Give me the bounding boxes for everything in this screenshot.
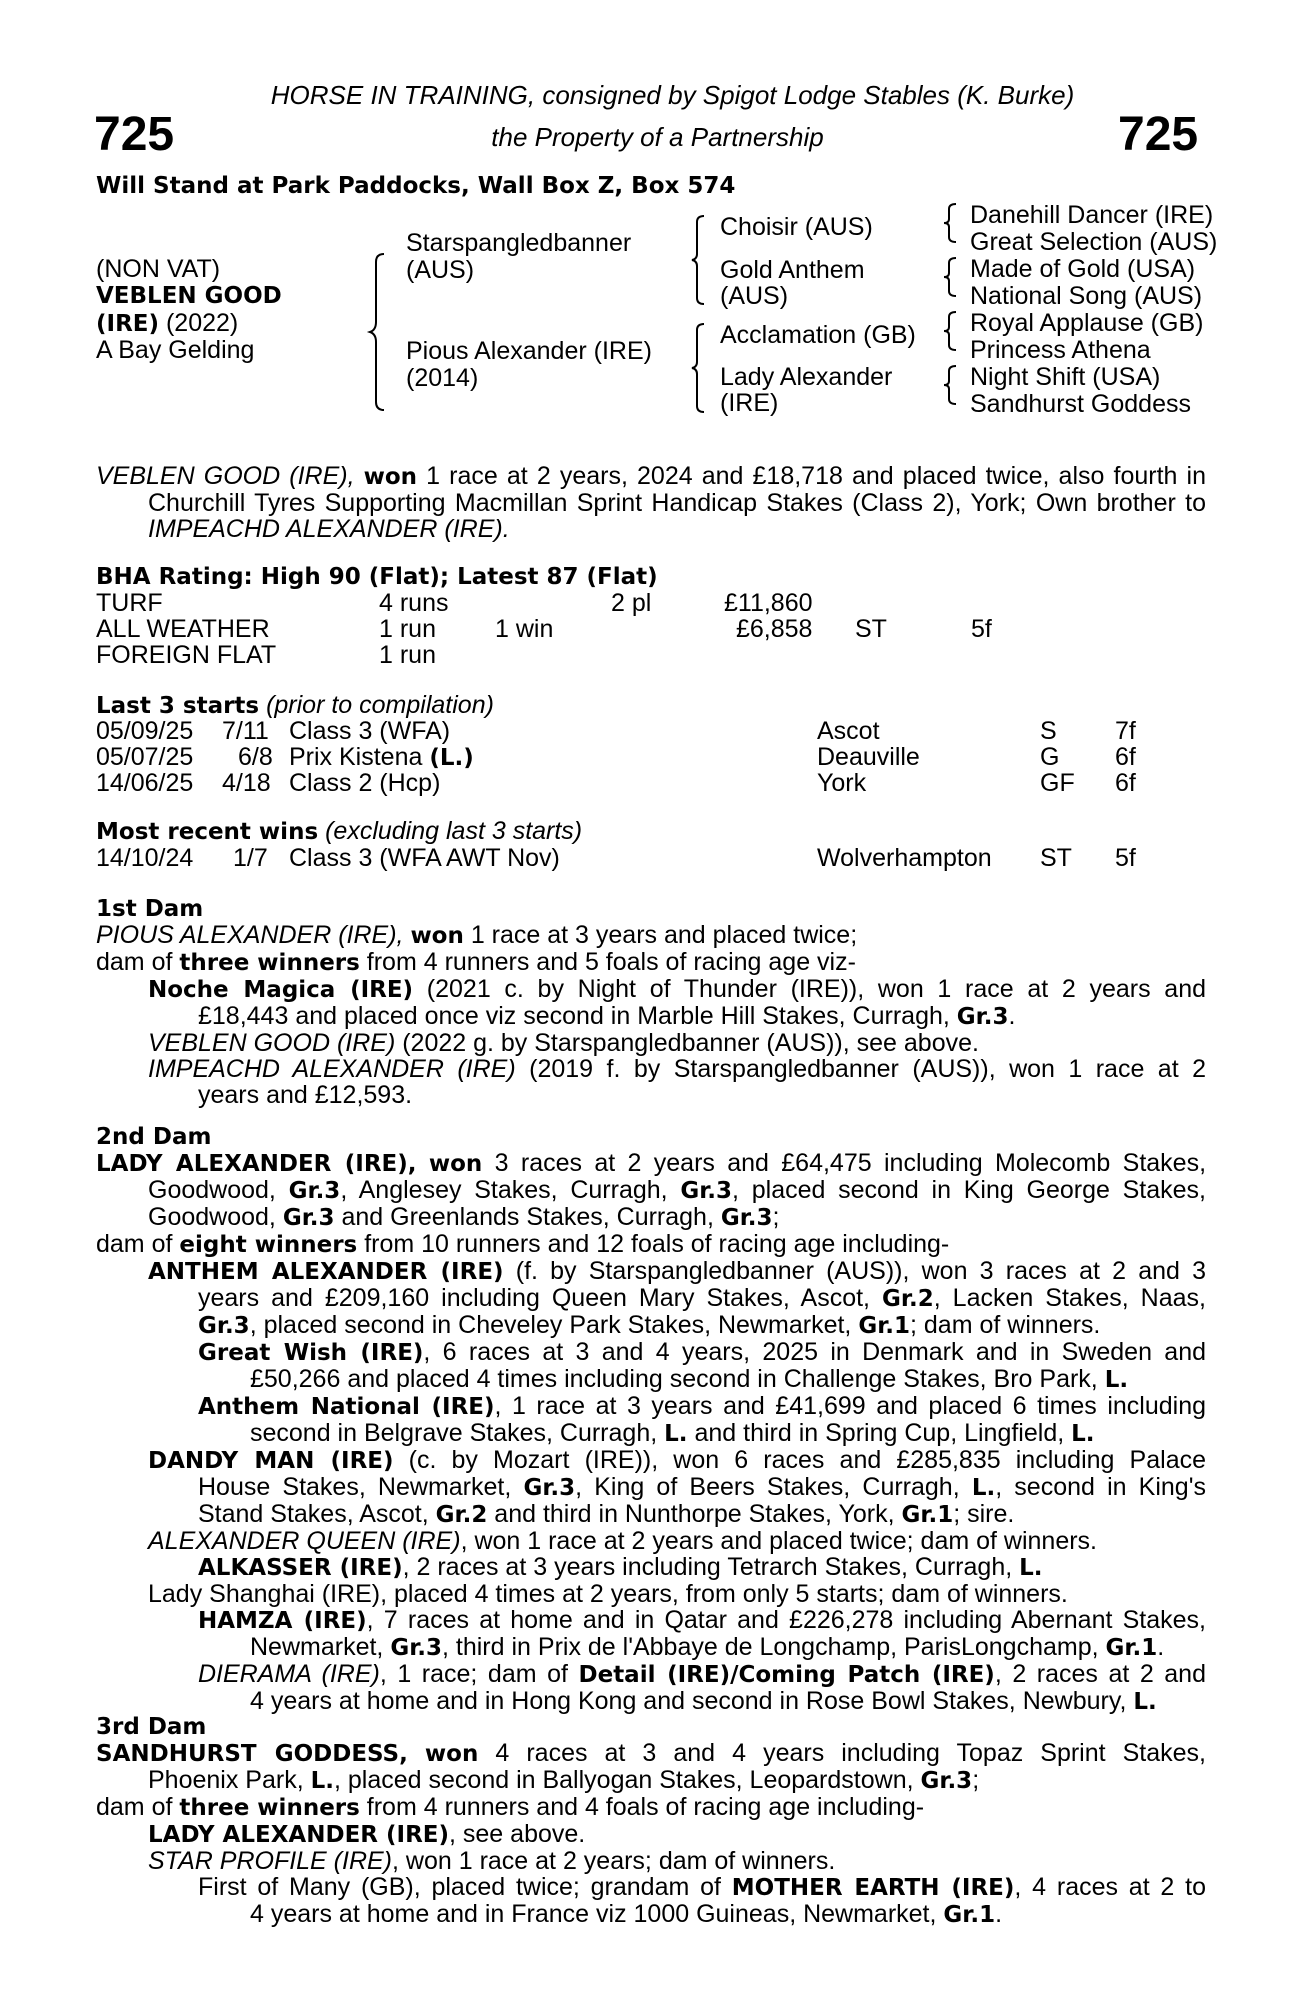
text-dam2-l2e: , placed second in King George Stakes, [732, 1176, 1206, 1204]
text-dam3-l3a: dam of [96, 1793, 173, 1821]
text-dam2-l20c: Detail (IRE)/Coming Patch (IRE) [578, 1662, 995, 1688]
text-dam2-l4c: from 10 runners and 12 foals of racing age including- [364, 1230, 950, 1258]
text-line [96, 1634, 1206, 1661]
text-summary-l1c: 1 race at 2 years, 2024 and £18,718 and placed twice, also fourth in [426, 462, 1206, 490]
text-dam3-l5b: , won 1 race at 2 years; dam of winners. [392, 1847, 836, 1875]
text-dam2-l7a: Gr.3 [198, 1313, 250, 1339]
text-line [96, 976, 1206, 1003]
text-dam2-l14d: Gr.1 [901, 1502, 954, 1528]
dam-sire: Acclamation (GB) [720, 321, 916, 349]
text-dam2-l3d: Gr.3 [720, 1205, 773, 1231]
text-line [96, 1767, 1206, 1794]
text-rating-rows-1-dist: 5f [971, 615, 992, 643]
text-line [96, 463, 1206, 490]
last-starts-title [96, 692, 494, 719]
text-dam2-l2c: , Anglesey Stakes, Curragh, [340, 1176, 668, 1204]
text-dam2-l16a: ALKASSER (IRE) [198, 1555, 403, 1581]
dam-dam-name: Lady Alexander [720, 363, 893, 391]
text-dam1-l2c: from 4 runners and 5 foals of racing age viz- [366, 948, 856, 976]
sire-country: (AUS) [406, 256, 475, 284]
ggs-4: National Song (AUS) [970, 282, 1203, 310]
ggs-7: Night Shift (USA) [970, 363, 1161, 391]
text-dam2-l3b: Gr.3 [282, 1205, 335, 1231]
text-dam3-l1a: SANDHURST GODDESS, [96, 1741, 408, 1767]
text-line [96, 1339, 1206, 1366]
ggs-5: Royal Applause (GB) [970, 309, 1204, 337]
text-line [96, 1393, 1206, 1420]
text-line [96, 1003, 1206, 1030]
sire-dam-country: (AUS) [720, 282, 789, 310]
text-rating-rows-1-money: £6,858 [736, 615, 813, 643]
text-dam3-l7b: Gr.1 [943, 1902, 996, 1928]
stand-location: Will Stand at Park Paddocks, Wall Box Z, Box 574 [96, 173, 736, 199]
text-recent_wins-rows-0-dist: 5f [1115, 844, 1136, 872]
text-line [96, 1285, 1206, 1312]
text-dam1-l7: years and £12,593. [198, 1081, 413, 1109]
text-dam2-l20b: , 1 race; dam of [379, 1660, 568, 1688]
text-dam1-l4c: . [1008, 1002, 1016, 1030]
text-dam2-l13a: House Stakes, Newmarket, [198, 1473, 512, 1501]
text-dam2-l6c: , Lacken Stakes, Naas, [933, 1284, 1206, 1312]
text-dam1-l1c: 1 race at 3 years and placed twice; [470, 921, 858, 949]
text-dam3-l7c: . [995, 1900, 1003, 1928]
text-dam1-l4a: £18,443 and placed once viz second in Marble Hill Stakes, Curragh, [198, 1002, 950, 1030]
text-dam2-l7d: ; dam of winners. [910, 1311, 1101, 1339]
lot-number-left: 725 [94, 108, 175, 161]
text-dam2-l13e: , second in King's [995, 1473, 1206, 1501]
text-dam3-l7a: 4 years at home and in France viz 1000 Guineas, Newmarket, [250, 1900, 937, 1928]
text-rating-rows-1-wins: 1 win [495, 615, 554, 643]
text-dam2-l11c: and third in Spring Cup, Lingfield, [694, 1419, 1065, 1447]
text-dam1-l3b: (2021 c. by Night of Thunder (IRE)), won 1 race at 2 years and [426, 975, 1206, 1003]
text-dam2-l6b: Gr.2 [882, 1286, 934, 1312]
text-dam2-l2b: Gr.3 [288, 1178, 341, 1204]
text-dam2-l8b: , 6 races at 3 and 4 years, 2025 in Denmark and in Sweden and [423, 1338, 1207, 1366]
text-last_starts-rows-0-date: 05/09/25 [96, 717, 194, 745]
text-dam3-l3c: from 4 runners and 4 foals of racing age including- [366, 1793, 925, 1821]
text-line [96, 1177, 1206, 1204]
pedigree-brace-g1 [944, 202, 958, 244]
text-recent_wins-rows-0-course: Wolverhampton [817, 844, 992, 872]
text-dam2-l2a: Goodwood, [148, 1176, 276, 1204]
text-last_starts-title: Last 3 starts [96, 693, 260, 719]
text-rating-rows-1-going: ST [855, 615, 887, 643]
pedigree-brace-g2 [944, 256, 958, 298]
horse-country: (IRE) [96, 311, 160, 337]
text-rating-rows-1-surface: ALL WEATHER [96, 615, 270, 643]
text-last_starts-rows-1-race: Prix Kistena [289, 743, 430, 771]
text-line [96, 1688, 1206, 1715]
ggs-2: Great Selection (AUS) [970, 228, 1218, 256]
text-line [96, 922, 1206, 949]
text-dam2-l5b: (f. by Starspangledbanner (AUS)), won 3 races at 2 and 3 [515, 1257, 1206, 1285]
text-dam1-l2a: dam of [96, 948, 173, 976]
text-dam2-l13b: Gr.3 [523, 1475, 576, 1501]
text-rating-rows-0-runs: 4 runs [379, 589, 449, 617]
ggs-3: Made of Gold (USA) [970, 255, 1196, 283]
sire-sire: Choisir (AUS) [720, 213, 873, 241]
text-dam2-l13d: L. [971, 1475, 996, 1501]
text-dam1-l5a: VEBLEN GOOD (IRE) [148, 1029, 396, 1057]
text-recent_wins-rows-0-pos: 1/7 [233, 844, 268, 872]
text-last_starts-rows-0-course: Ascot [817, 717, 880, 745]
text-last_starts-rows-2-dist: 6f [1115, 769, 1136, 797]
text-dam2-l14a: Stand Stakes, Ascot, [198, 1500, 429, 1528]
text-dam2-l21b: L. [1133, 1689, 1157, 1715]
text-dam2-l16c: L. [1019, 1555, 1043, 1581]
text-dam2-l15b: , won 1 race at 2 years and placed twice; dam of winners. [460, 1527, 1098, 1555]
text-dam2-l20a: DIERAMA (IRE) [198, 1660, 380, 1688]
text-recent_wins-note: (excluding last 3 starts) [325, 817, 583, 845]
text-dam2-l1c: 3 races at 2 years and £64,475 including Molecomb Stakes, [494, 1149, 1207, 1177]
second-dam [96, 1124, 1206, 1715]
third-dam-heading: 3rd Dam [96, 1714, 207, 1740]
text-line [96, 1874, 1206, 1901]
text-dam2-l18b: , 7 races at home and in Qatar and £226,278 including Abernant Stakes, [366, 1606, 1206, 1634]
text-dam2-l11b: L. [664, 1421, 688, 1447]
text-recent_wins-title: Most recent wins [96, 819, 319, 845]
text-dam2-l6a: years and £209,160 including Queen Mary Stakes, Ascot, [198, 1284, 870, 1312]
text-dam3-l3b: three winners [179, 1795, 360, 1821]
text-line [96, 1554, 1206, 1581]
text-line [96, 1848, 1206, 1874]
text-dam1-l1a: PIOUS ALEXANDER (IRE), [96, 921, 404, 949]
consignor-line: HORSE IN TRAINING, consigned by Spigot Lodge Stables (K. Burke) [270, 80, 1075, 110]
race-summary [96, 463, 1206, 542]
text-line [96, 1056, 1206, 1082]
text-dam2-l7c: Gr.1 [858, 1313, 911, 1339]
text-last_starts-rows-0-race: Class 3 (WFA) [289, 717, 451, 745]
pedigree-brace-dam [692, 322, 708, 414]
text-line [96, 1447, 1206, 1474]
pedigree-brace-g4 [944, 364, 958, 406]
text-last_starts-rows-1-race_bold: (L.) [429, 745, 474, 771]
text-summary-l3: IMPEACHD ALEXANDER (IRE). [148, 515, 510, 543]
text-last_starts-rows-0-dist: 7f [1115, 717, 1136, 745]
first-dam [96, 896, 1206, 1108]
text-dam2-l11d: L. [1071, 1421, 1095, 1447]
vat-status: (NON VAT) [96, 255, 221, 283]
text-last_starts-rows-2-race: Class 2 (Hcp) [289, 769, 441, 797]
text-dam2-l19c: , third in Prix de l'Abbaye de Longchamp, ParisLongchamp, [442, 1633, 1099, 1661]
text-line [96, 1528, 1206, 1554]
text-dam2-l4a: dam of [96, 1230, 173, 1258]
text-dam1-l1b: won [410, 923, 464, 949]
text-dam1-l6a: IMPEACHD ALEXANDER (IRE) [148, 1055, 516, 1083]
text-last_starts-rows-1-going: G [1040, 743, 1060, 771]
text-summary-l1a: VEBLEN GOOD (IRE), [96, 462, 355, 490]
text-line [96, 1150, 1206, 1177]
text-recent_wins-rows-0-date: 14/10/24 [96, 844, 194, 872]
text-dam3-l6b: MOTHER EARTH (IRE) [731, 1875, 1015, 1901]
text-last_starts-rows-2-pos: 4/18 [222, 769, 271, 797]
first-dam-heading: 1st Dam [96, 896, 204, 922]
text-dam2-l14e: ; sire. [953, 1500, 1015, 1528]
text-dam1-l5b: (2022 g. by Starspangledbanner (AUS)), see above. [402, 1029, 979, 1057]
text-dam1-l3a: Noche Magica (IRE) [148, 977, 414, 1003]
text-dam3-l4b: , see above. [449, 1820, 586, 1848]
text-dam1-l4b: Gr.3 [956, 1004, 1009, 1030]
lot-number-right: 725 [1118, 108, 1199, 161]
text-dam2-l5a: ANTHEM ALEXANDER (IRE) [148, 1259, 504, 1285]
dam-year: (2014) [406, 364, 479, 392]
text-dam2-l14b: Gr.2 [435, 1502, 488, 1528]
text-last_starts-rows-1-date: 05/07/25 [96, 743, 194, 771]
text-last_starts-rows-2-going: GF [1040, 769, 1075, 797]
dam-dam-country: (IRE) [720, 389, 779, 417]
third-dam [96, 1714, 1206, 1928]
text-dam2-l9a: £50,266 and placed 4 times including second in Challenge Stakes, Bro Park, [250, 1365, 1098, 1393]
text-line [96, 1204, 1206, 1231]
text-line [96, 1501, 1206, 1528]
text-line [96, 1901, 1206, 1928]
text-dam2-l3a: Goodwood, [148, 1203, 276, 1231]
text-line [96, 1231, 1206, 1258]
text-dam2-l17: Lady Shanghai (IRE), placed 4 times at 2 years, from only 5 starts; dam of winners. [148, 1580, 1068, 1608]
text-summary-l2: Churchill Tyres Supporting Macmillan Sprint Handicap Stakes (Class 2), York; Own brother to [148, 489, 1206, 517]
text-last_starts-rows-1-pos: 6/8 [238, 743, 273, 771]
text-rating-rows-0-money: £11,860 [724, 589, 813, 617]
text-rating-rows-2-runs: 1 run [379, 641, 436, 669]
text-dam3-l2c: , placed second in Ballyogan Stakes, Leopardstown, [334, 1766, 914, 1794]
text-dam2-l9b: L. [1104, 1367, 1129, 1393]
text-dam3-l2a: Phoenix Park, [148, 1766, 304, 1794]
text-dam3-l2d: Gr.3 [920, 1768, 973, 1794]
text-dam2-l18a: HAMZA (IRE) [198, 1608, 367, 1634]
ggs-8: Sandhurst Goddess [970, 390, 1191, 418]
text-dam2-l1b: won [428, 1151, 483, 1177]
text-dam2-l12b: (c. by Mozart (IRE)), won 6 races and £285,835 including Palace [408, 1446, 1206, 1474]
text-dam2-l13c: , King of Beers Stakes, Curragh, [575, 1473, 960, 1501]
text-dam2-l4b: eight winners [179, 1232, 358, 1258]
pedigree-brace-g3 [944, 310, 958, 352]
horse-description: A Bay Gelding [96, 336, 255, 364]
text-last_starts-rows-0-going: S [1040, 717, 1057, 745]
second-dam-heading: 2nd Dam [96, 1124, 212, 1150]
rating-title: BHA Rating: High 90 (Flat); Latest 87 (Flat) [96, 564, 658, 590]
text-dam1-l6b: (2019 f. by Starspangledbanner (AUS)), won 1 race at 2 [529, 1055, 1207, 1083]
text-dam2-l7b: , placed second in Cheveley Park Stakes, Newmarket, [249, 1311, 852, 1339]
text-dam3-l5a: STAR PROFILE (IRE) [148, 1847, 393, 1875]
text-dam2-l19a: Newmarket, [250, 1633, 384, 1661]
text-line [96, 1607, 1206, 1634]
text-line [96, 1794, 1206, 1821]
text-rating-rows-2-surface: FOREIGN FLAT [96, 641, 277, 669]
text-dam3-l1b: won [424, 1741, 479, 1767]
text-rating-rows-0-placed: 2 pl [611, 589, 652, 617]
text-last_starts-rows-0-pos: 7/11 [222, 717, 269, 745]
text-dam2-l10a: Anthem National (IRE) [198, 1394, 495, 1420]
pedigree-brace-main [370, 252, 390, 412]
text-dam3-l2e: ; [972, 1766, 980, 1794]
text-dam2-l19d: Gr.1 [1105, 1635, 1158, 1661]
text-dam2-l3c: and Greenlands Stakes, Curragh, [341, 1203, 714, 1231]
text-recent_wins-rows-0-race: Class 3 (WFA AWT Nov) [289, 844, 560, 872]
text-dam2-l19e: . [1157, 1633, 1165, 1661]
text-rating-rows-1-runs: 1 run [379, 615, 436, 643]
horse-name: VEBLEN GOOD [96, 283, 282, 309]
text-dam2-l16b: , 2 races at 3 years including Tetrarch Stakes, Curragh, [402, 1553, 1013, 1581]
horse-year: (2022) [165, 309, 239, 337]
recent-wins-title [96, 818, 582, 845]
sire-name: Starspangledbanner [406, 229, 632, 257]
text-dam2-l19b: Gr.3 [390, 1635, 443, 1661]
text-dam2-l12a: DANDY MAN (IRE) [148, 1448, 394, 1474]
text-dam3-l6c: , 4 races at 2 to [1014, 1873, 1206, 1901]
text-dam2-l15a: ALEXANDER QUEEN (IRE) [148, 1527, 461, 1555]
text-line [96, 1366, 1206, 1393]
text-dam2-l3e: ; [772, 1203, 780, 1231]
rating-section [96, 564, 1206, 590]
text-dam2-l14c: and third in Nunthorpe Stakes, York, [494, 1500, 895, 1528]
text-line [96, 949, 1206, 976]
text-line [96, 1420, 1206, 1447]
text-dam2-l1a: LADY ALEXANDER (IRE), [96, 1151, 417, 1177]
text-dam2-l20d: , 2 races at 2 and [994, 1660, 1206, 1688]
property-line: the Property of a Partnership [491, 122, 824, 152]
text-line [96, 1661, 1206, 1688]
text-line [96, 1258, 1206, 1285]
text-last_starts-rows-1-course: Deauville [817, 743, 920, 771]
text-line [96, 1312, 1206, 1339]
text-last_starts-rows-2-date: 14/06/25 [96, 769, 194, 797]
text-dam1-l2b: three winners [179, 950, 360, 976]
ggs-6: Princess Athena [970, 336, 1151, 364]
text-dam2-l21a: 4 years at home and in Hong Kong and second in Rose Bowl Stakes, Newbury, [250, 1687, 1127, 1715]
text-line [96, 1821, 1206, 1848]
text-last_starts-rows-1-dist: 6f [1115, 743, 1136, 771]
text-recent_wins-rows-0-going: ST [1040, 844, 1072, 872]
text-line [96, 1740, 1206, 1767]
text-dam2-l8a: Great Wish (IRE) [198, 1340, 424, 1366]
text-line [96, 1474, 1206, 1501]
ggs-1: Danehill Dancer (IRE) [970, 201, 1214, 229]
text-dam2-l11a: second in Belgrave Stakes, Curragh, [250, 1419, 658, 1447]
text-dam2-l2d: Gr.3 [680, 1178, 733, 1204]
sire-dam-name: Gold Anthem [720, 256, 865, 284]
text-last_starts-rows-2-course: York [817, 769, 867, 797]
text-dam2-l10b: , 1 race at 3 years and £41,699 and placed 6 times including [494, 1392, 1207, 1420]
dam-name: Pious Alexander (IRE) [406, 337, 652, 365]
text-dam3-l2b: L. [310, 1768, 334, 1794]
text-line [96, 1030, 1206, 1056]
text-dam3-l6a: First of Many (GB), placed twice; grandam of [198, 1873, 721, 1901]
text-last_starts-note: (prior to compilation) [266, 691, 494, 719]
text-summary-l1b: won [363, 464, 418, 490]
text-dam3-l1c: 4 races at 3 and 4 years including Topaz Sprint Stakes, [495, 1739, 1206, 1767]
text-dam3-l4a: LADY ALEXANDER (IRE) [148, 1822, 450, 1848]
text-rating-rows-0-surface: TURF [96, 589, 163, 617]
pedigree-brace-sire [692, 214, 708, 306]
